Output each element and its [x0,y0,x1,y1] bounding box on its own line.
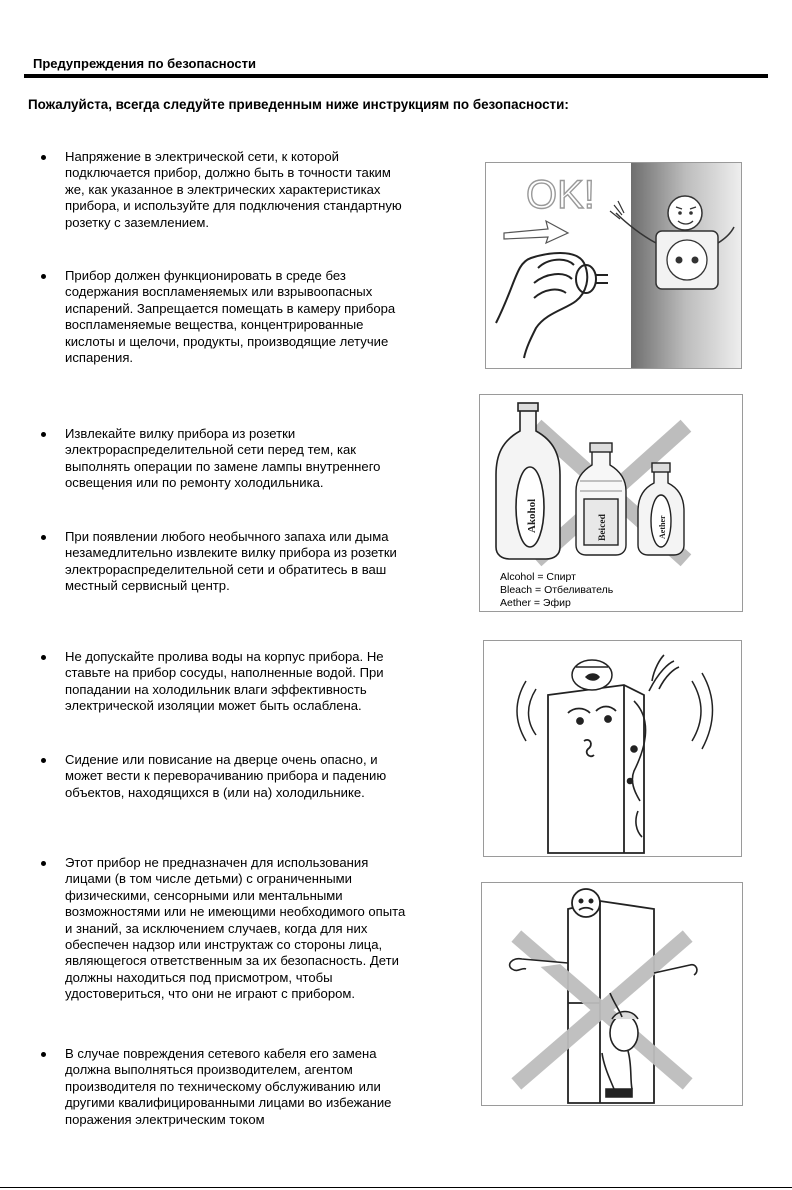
bullet-icon [41,432,46,437]
socket-illustration [485,162,742,369]
list-item-text: Сидение или повисание на дверце очень опасно, и может вести к переворачиванию прибора и падению объектов, находящихся в (или на) холодильнике. [65,752,387,800]
caption-line: Aether = Эфир [500,597,571,609]
bullet-icon [41,655,46,660]
list-item-text: Извлекайте вилку прибора из розетки электрораспределительной сети перед тем, как выполнять операции по замене лампы внутреннего освещения или по ремонту холодильника. [65,426,381,491]
list-item-text: Напряжение в электрической сети, к которой подключается прибор, должно быть в точности таким же, как указанное в электрических характеристиках прибора, и используйте для подключения стандартную розетку с заземлением. [65,149,402,230]
list-item-text: В случае повреждения сетевого кабеля его замена должна выполняться производителем, агентом производителя по техническому обслуживанию или другими квалифицированными лицами во избежание поражения электрическим током [65,1046,392,1127]
bullet-icon [41,758,46,763]
bottle-label-alcohol: Akohol [526,498,538,533]
bullet-icon [41,274,46,279]
caption-line: Alcohol = Спирт [500,571,576,583]
list-item-text: При появлении любого необычного запаха или дыма незамедлительно извлеките вилку прибора из розетки электрораспределительной сети и обратитесь в ваш местный сервисный центр. [65,529,397,594]
hand-icon [496,253,608,358]
bottle-icon [638,463,684,555]
bullet-icon [41,535,46,540]
list-item-text: Прибор должен функционировать в среде без содержания воспламеняемых или взрывоопасных испарений. Запрещается помещать в камеру прибора воспламеняемые вещества, концентрированные кислоты и щелочи, продукты, производящие летучие испарения. [65,268,396,366]
bottle-label-bleach: Beiced [598,514,608,541]
ok-text: OK! [526,173,595,217]
bullet-icon [41,861,46,866]
water-spill-illustration [483,640,742,857]
footer-divider [0,1187,792,1188]
bullet-icon [41,1052,46,1057]
fridge-icon [548,685,644,853]
child-hanging-illustration [481,882,743,1106]
page-title: Предупреждения по безопасности [33,56,257,71]
caption-line: Bleach = Отбеливатель [500,584,614,596]
fishbowl-icon [572,660,612,690]
list-item-text: Не допускайте пролива воды на корпус прибора. Не ставьте на прибор сосуды, наполненные водой. При попадании на холодильник влаги эффективность электрической изоляции может быть ослаблена. [65,649,384,714]
header-divider [24,74,768,78]
list-item-text: Этот прибор не предназначен для использования лицами (в том числе детьми) с ограниченными физическими, сенсорными или ментальными возможностями или не имеющими необходимого опыта и знаний, за исключением случаев, когда для них обеспечен надзор или инструктаж со стороны лица, являющегося ответственным за их безопасность. Дети должны находиться под присмотром, чтобы удостовериться, что они не играют с прибором. [65,855,406,1002]
intro-text: Пожалуйста, всегда следуйте приведенным ниже инструкциям по безопасности: [28,97,569,112]
bottle-label-aether: Aether [658,515,667,539]
bottle-icon [496,403,560,559]
arrow-icon [504,221,568,243]
bullet-icon [41,155,46,160]
